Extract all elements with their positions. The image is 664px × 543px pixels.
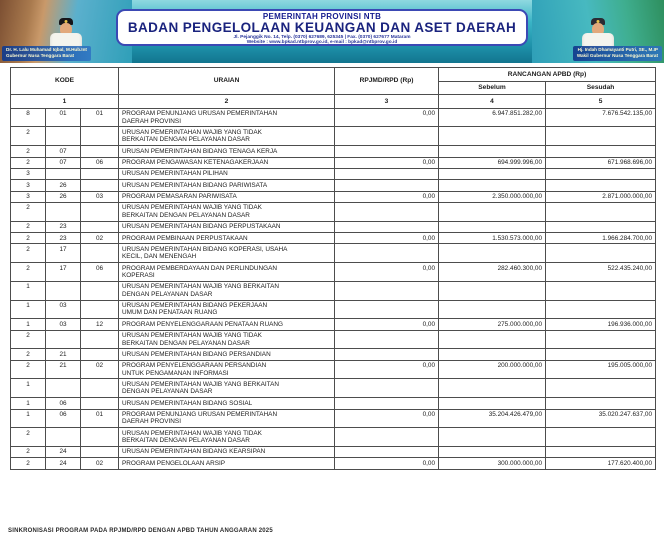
kode-3-cell: [81, 379, 119, 398]
kode-2-cell: 06: [46, 409, 81, 428]
kode-3-cell: 02: [81, 360, 119, 379]
province-title: PEMERINTAH PROVINSI NTB: [262, 12, 382, 21]
uraian-cell: PROGRAM PEMBINAAN PERPUSTAKAAN: [119, 233, 335, 244]
kode-3-cell: 02: [81, 458, 119, 469]
sesudah-value-cell: 196.936.000,00: [546, 319, 656, 330]
kode-1-cell: 3: [11, 180, 46, 191]
kode-2-cell: [46, 379, 81, 398]
sebelum-value-cell: [439, 300, 546, 319]
sesudah-value-cell: 35.020.247.637,00: [546, 409, 656, 428]
governor-name: Dr. H. Lalu Muhamad Iqbal, M.Hub.Int: [6, 47, 87, 53]
rpjmd-value-cell: [335, 446, 439, 457]
table-row: [11, 221, 656, 232]
table-row: [11, 360, 656, 379]
sesudah-value-cell: 7.676.542.135,00: [546, 108, 656, 127]
table-row: [11, 349, 656, 360]
uraian-cell: URUSAN PEMERINTAHAN BIDANG PEKERJAAN UMUM DAN PENATAAN RUANG: [119, 300, 335, 319]
rpjmd-value-cell: [335, 300, 439, 319]
sesudah-value-cell: [546, 146, 656, 157]
sesudah-value-cell: 671.968.696,00: [546, 157, 656, 168]
table-row: [11, 263, 656, 282]
sebelum-value-cell: 694.999.996,00: [439, 157, 546, 168]
rpjmd-value-cell: [335, 281, 439, 300]
uraian-cell: URUSAN PEMERINTAHAN WAJIB YANG TIDAK BERKAITAN DENGAN PELAYANAN DASAR: [119, 428, 335, 447]
uraian-cell: URUSAN PEMERINTAHAN PILIHAN: [119, 168, 335, 179]
kode-2-cell: 03: [46, 319, 81, 330]
kode-1-cell: 2: [11, 428, 46, 447]
uraian-cell: URUSAN PEMERINTAHAN BIDANG PERPUSTAKAAN: [119, 221, 335, 232]
sebelum-value-cell: 282.460.300,00: [439, 263, 546, 282]
kode-1-cell: 1: [11, 379, 46, 398]
kode-2-cell: 01: [46, 108, 81, 127]
table-row: [11, 191, 656, 202]
kode-2-cell: 26: [46, 180, 81, 191]
table-row: [11, 300, 656, 319]
rpjmd-value-cell: [335, 168, 439, 179]
sebelum-value-cell: [439, 168, 546, 179]
kode-3-cell: 01: [81, 409, 119, 428]
kode-2-cell: 07: [46, 157, 81, 168]
uraian-cell: URUSAN PEMERINTAHAN WAJIB YANG TIDAK BERKAITAN DENGAN PELAYANAN DASAR: [119, 127, 335, 146]
sesudah-value-cell: [546, 349, 656, 360]
rpjmd-value-cell: 0,00: [335, 263, 439, 282]
kode-2-cell: 21: [46, 349, 81, 360]
table-row: [11, 446, 656, 457]
kode-3-cell: [81, 428, 119, 447]
sebelum-value-cell: 300.000.000,00: [439, 458, 546, 469]
uraian-cell: URUSAN PEMERINTAHAN WAJIB YANG BERKAITAN DENGAN PELAYANAN DASAR: [119, 281, 335, 300]
kode-2-cell: [46, 127, 81, 146]
table-row: [11, 127, 656, 146]
table-row: [11, 146, 656, 157]
uraian-cell: URUSAN PEMERINTAHAN BIDANG KEARSIPAN: [119, 446, 335, 457]
budget-table: [10, 67, 656, 470]
table-row: [11, 428, 656, 447]
kode-2-cell: [46, 202, 81, 221]
table-row: [11, 180, 656, 191]
sebelum-value-cell: [439, 428, 546, 447]
uraian-cell: PROGRAM PEMASARAN PARIWISATA: [119, 191, 335, 202]
kode-3-cell: [81, 127, 119, 146]
rpjmd-value-cell: [335, 146, 439, 157]
vice-governor-name: Hj. Indah Dhamayanti Putri, SE., M.IP: [577, 47, 658, 53]
header-uraian: URAIAN: [119, 68, 335, 95]
uraian-cell: PROGRAM PENGELOLAAN ARSIP: [119, 458, 335, 469]
table-row: [11, 330, 656, 349]
kode-1-cell: 2: [11, 157, 46, 168]
kode-2-cell: [46, 330, 81, 349]
sebelum-value-cell: 6.947.851.282,00: [439, 108, 546, 127]
kode-3-cell: 12: [81, 319, 119, 330]
rpjmd-value-cell: [335, 398, 439, 409]
kode-3-cell: 06: [81, 263, 119, 282]
agency-title: BADAN PENGELOLAAN KEUANGAN DAN ASET DAERAH: [127, 20, 517, 35]
kode-2-cell: 07: [46, 146, 81, 157]
uraian-cell: URUSAN PEMERINTAHAN WAJIB YANG BERKAITAN DENGAN PELAYANAN DASAR: [119, 379, 335, 398]
kode-2-cell: 24: [46, 458, 81, 469]
table-row: [11, 233, 656, 244]
table-row: [11, 281, 656, 300]
sesudah-value-cell: [546, 446, 656, 457]
rpjmd-value-cell: 0,00: [335, 319, 439, 330]
sesudah-value-cell: [546, 428, 656, 447]
kode-1-cell: 2: [11, 202, 46, 221]
kode-3-cell: [81, 221, 119, 232]
rpjmd-value-cell: 0,00: [335, 409, 439, 428]
vice-governor-title: Wakil Gubernur Nusa Tenggara Barat: [576, 53, 658, 59]
sesudah-value-cell: [546, 168, 656, 179]
kode-3-cell: [81, 180, 119, 191]
rpjmd-value-cell: [335, 221, 439, 232]
kode-1-cell: 1: [11, 409, 46, 428]
sebelum-value-cell: [439, 202, 546, 221]
rpjmd-value-cell: 0,00: [335, 108, 439, 127]
kode-2-cell: [46, 168, 81, 179]
table-row: [11, 319, 656, 330]
sesudah-value-cell: 2.871.000.000,00: [546, 191, 656, 202]
uraian-cell: PROGRAM PENUNJANG URUSAN PEMERINTAHAN DAERAH PROVINSI: [119, 108, 335, 127]
uraian-cell: URUSAN PEMERINTAHAN BIDANG PERSANDIAN: [119, 349, 335, 360]
table-row: [11, 168, 656, 179]
sebelum-value-cell: [439, 349, 546, 360]
rpjmd-value-cell: [335, 330, 439, 349]
sesudah-value-cell: [546, 398, 656, 409]
sebelum-value-cell: 35.204.426.479,00: [439, 409, 546, 428]
kode-1-cell: 1: [11, 319, 46, 330]
sesudah-value-cell: 1.966.284.700,00: [546, 233, 656, 244]
uraian-cell: URUSAN PEMERINTAHAN BIDANG TENAGA KERJA: [119, 146, 335, 157]
kode-1-cell: 2: [11, 349, 46, 360]
header-sebelum: Sebelum: [439, 81, 546, 95]
table-row: [11, 398, 656, 409]
kode-3-cell: [81, 168, 119, 179]
colnum-3: 3: [335, 95, 439, 109]
kode-1-cell: 1: [11, 398, 46, 409]
header-rancangan-apbd: RANCANGAN APBD (Rp): [439, 68, 656, 82]
kode-3-cell: 03: [81, 191, 119, 202]
kode-3-cell: [81, 446, 119, 457]
rpjmd-value-cell: [335, 428, 439, 447]
sebelum-value-cell: [439, 146, 546, 157]
sebelum-value-cell: [439, 221, 546, 232]
kode-3-cell: [81, 202, 119, 221]
uraian-cell: URUSAN PEMERINTAHAN WAJIB YANG TIDAK BERKAITAN DENGAN PELAYANAN DASAR: [119, 202, 335, 221]
kode-2-cell: 26: [46, 191, 81, 202]
rpjmd-value-cell: 0,00: [335, 458, 439, 469]
table-row: [11, 458, 656, 469]
colnum-2: 2: [119, 95, 335, 109]
sebelum-value-cell: 2.350.000.000,00: [439, 191, 546, 202]
kode-2-cell: 24: [46, 446, 81, 457]
table-header: [11, 68, 656, 109]
sesudah-value-cell: 177.620.400,00: [546, 458, 656, 469]
sebelum-value-cell: [439, 127, 546, 146]
kode-3-cell: [81, 146, 119, 157]
sebelum-value-cell: 1.530.573.000,00: [439, 233, 546, 244]
kode-1-cell: 2: [11, 221, 46, 232]
agency-website: Website : www.bpkad.ntbprov.go.id, e-mail : bpkad@ntbprov.go.id: [246, 40, 398, 45]
kode-1-cell: 2: [11, 458, 46, 469]
governor-portrait-art: [48, 12, 84, 50]
kode-1-cell: 2: [11, 263, 46, 282]
rpjmd-value-cell: [335, 180, 439, 191]
kode-1-cell: 3: [11, 191, 46, 202]
kode-2-cell: [46, 281, 81, 300]
sebelum-value-cell: 275.000.000,00: [439, 319, 546, 330]
kode-1-cell: 1: [11, 281, 46, 300]
rpjmd-value-cell: [335, 127, 439, 146]
kode-1-cell: 2: [11, 127, 46, 146]
sebelum-value-cell: [439, 379, 546, 398]
sesudah-value-cell: [546, 379, 656, 398]
sebelum-value-cell: 200.000.000,00: [439, 360, 546, 379]
rpjmd-value-cell: 0,00: [335, 191, 439, 202]
sync-note: SINKRONISASI PROGRAM PADA RPJMD/RPD DENGAN APBD TAHUN ANGGARAN 2025: [8, 528, 273, 534]
kode-2-cell: [46, 428, 81, 447]
kode-1-cell: 2: [11, 330, 46, 349]
agency-address: Jl. Pejanggik No. 14, Telp. (0370) 627689, 625345 | Fax. (0370) 627677 Mataram: [233, 35, 411, 40]
header-rpjmd: RPJMD/RPD (Rp): [335, 68, 439, 95]
kode-1-cell: 2: [11, 360, 46, 379]
uraian-cell: PROGRAM PENYELENGGARAAN PENATAAN RUANG: [119, 319, 335, 330]
kode-3-cell: [81, 281, 119, 300]
sesudah-value-cell: [546, 180, 656, 191]
uraian-cell: PROGRAM PENGAWASAN KETENAGAKERJAAN: [119, 157, 335, 168]
header-sesudah: Sesudah: [546, 81, 656, 95]
kode-3-cell: [81, 244, 119, 263]
sesudah-value-cell: [546, 281, 656, 300]
sesudah-value-cell: [546, 300, 656, 319]
table-body: [11, 108, 656, 469]
rpjmd-value-cell: [335, 349, 439, 360]
colnum-1: 1: [11, 95, 119, 109]
table-row: [11, 244, 656, 263]
sesudah-value-cell: [546, 330, 656, 349]
rpjmd-value-cell: [335, 379, 439, 398]
uraian-cell: URUSAN PEMERINTAHAN BIDANG PARIWISATA: [119, 180, 335, 191]
colnum-4: 4: [439, 95, 546, 109]
kode-2-cell: 23: [46, 221, 81, 232]
kode-3-cell: [81, 300, 119, 319]
kode-3-cell: 06: [81, 157, 119, 168]
sebelum-value-cell: [439, 398, 546, 409]
kode-2-cell: 06: [46, 398, 81, 409]
header-kode: KODE: [11, 68, 119, 95]
letterhead-text-box: [116, 9, 528, 46]
sebelum-value-cell: [439, 446, 546, 457]
sebelum-value-cell: [439, 244, 546, 263]
colnum-5: 5: [546, 95, 656, 109]
sesudah-value-cell: [546, 127, 656, 146]
kode-3-cell: 01: [81, 108, 119, 127]
table-row: [11, 409, 656, 428]
sesudah-value-cell: 522.435.240,00: [546, 263, 656, 282]
sesudah-value-cell: [546, 244, 656, 263]
kode-3-cell: [81, 398, 119, 409]
kode-1-cell: 2: [11, 233, 46, 244]
vice-governor-portrait-art: [580, 12, 616, 50]
rpjmd-value-cell: 0,00: [335, 157, 439, 168]
uraian-cell: URUSAN PEMERINTAHAN BIDANG SOSIAL: [119, 398, 335, 409]
sesudah-value-cell: [546, 221, 656, 232]
sebelum-value-cell: [439, 180, 546, 191]
governor-name-ribbon: [2, 46, 91, 61]
uraian-cell: URUSAN PEMERINTAHAN WAJIB YANG TIDAK BERKAITAN DENGAN PELAYANAN DASAR: [119, 330, 335, 349]
kode-2-cell: 03: [46, 300, 81, 319]
kode-2-cell: 21: [46, 360, 81, 379]
sesudah-value-cell: 195.005.000,00: [546, 360, 656, 379]
rpjmd-value-cell: [335, 202, 439, 221]
governor-title: Gubernur Nusa Tenggara Barat: [6, 53, 75, 59]
kode-3-cell: [81, 349, 119, 360]
kode-1-cell: 3: [11, 168, 46, 179]
uraian-cell: URUSAN PEMERINTAHAN BIDANG KOPERASI, USAHA KECIL, DAN MENENGAH: [119, 244, 335, 263]
kode-2-cell: 17: [46, 244, 81, 263]
kode-1-cell: 2: [11, 446, 46, 457]
rpjmd-value-cell: 0,00: [335, 360, 439, 379]
kode-2-cell: 17: [46, 263, 81, 282]
letterhead-banner: [0, 0, 664, 63]
kode-1-cell: 8: [11, 108, 46, 127]
kode-1-cell: 2: [11, 244, 46, 263]
sebelum-value-cell: [439, 281, 546, 300]
kode-1-cell: 2: [11, 146, 46, 157]
table-row: [11, 379, 656, 398]
kode-2-cell: 23: [46, 233, 81, 244]
vice-governor-name-ribbon: [573, 46, 662, 61]
table-row: [11, 108, 656, 127]
kode-3-cell: [81, 330, 119, 349]
sebelum-value-cell: [439, 330, 546, 349]
rpjmd-value-cell: [335, 244, 439, 263]
uraian-cell: PROGRAM PENUNJANG URUSAN PEMERINTAHAN DAERAH PROVINSI: [119, 409, 335, 428]
rpjmd-value-cell: 0,00: [335, 233, 439, 244]
kode-1-cell: 1: [11, 300, 46, 319]
sesudah-value-cell: [546, 202, 656, 221]
uraian-cell: PROGRAM PEMBERDAYAAN DAN PERLINDUNGAN KOPERASI: [119, 263, 335, 282]
table-row: [11, 157, 656, 168]
table-row: [11, 202, 656, 221]
kode-3-cell: 02: [81, 233, 119, 244]
uraian-cell: PROGRAM PENYELENGGARAAN PERSANDIAN UNTUK PENGAMANAN INFORMASI: [119, 360, 335, 379]
